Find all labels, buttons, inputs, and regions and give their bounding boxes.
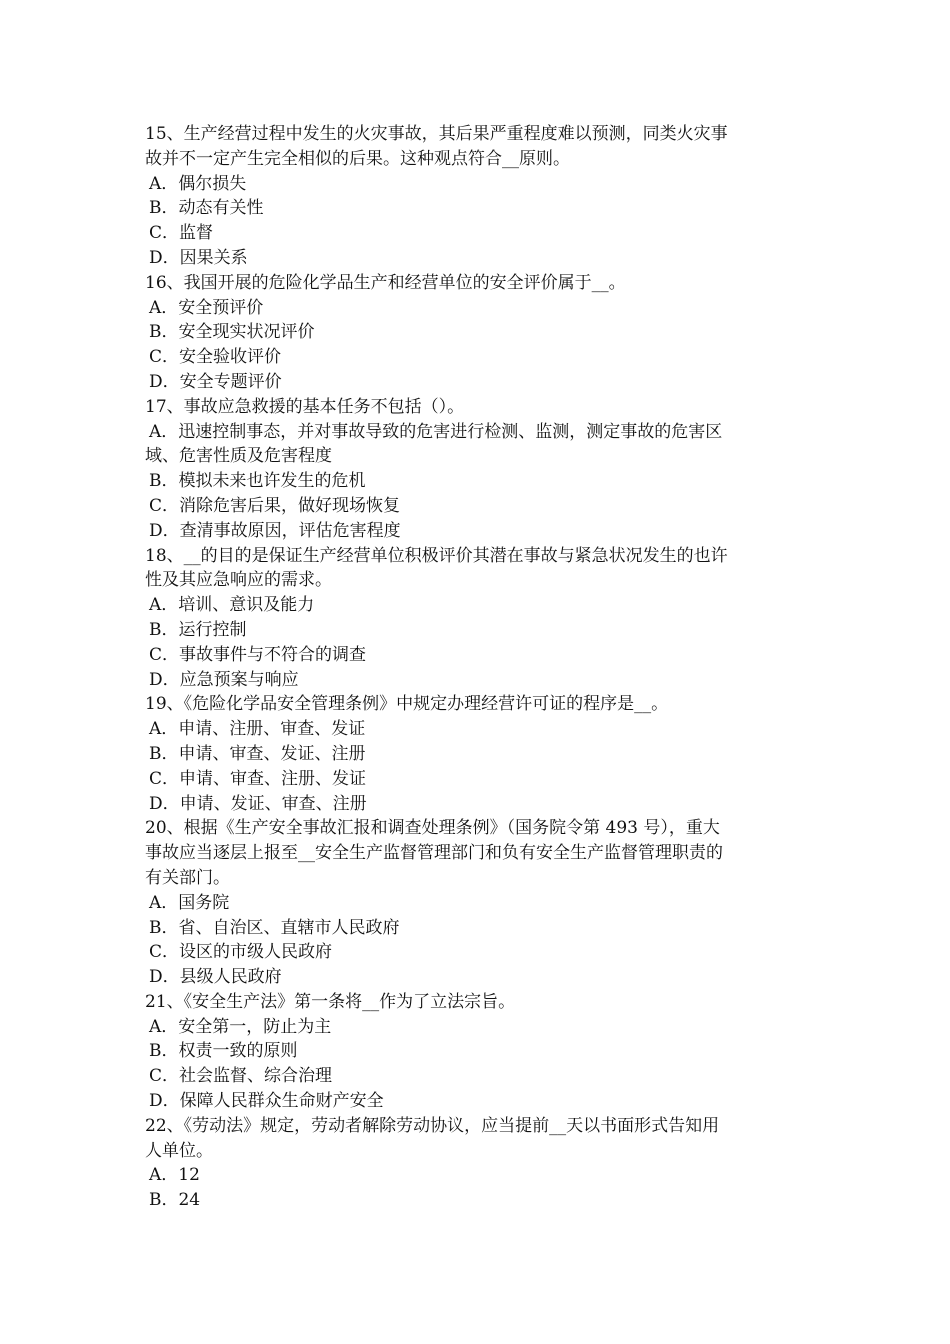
- option-a: A．申请、注册、审查、发证: [149, 719, 366, 740]
- option-c: C．设区的市级人民政府: [149, 942, 333, 963]
- question-stem-line: 21、《安全生产法》第一条将__作为了立法宗旨。: [145, 991, 516, 1012]
- question-21: [145, 990, 810, 1114]
- option-c: C．安全验收评价: [149, 347, 282, 368]
- option-a: A．国务院: [149, 892, 230, 913]
- option-a: A．12: [149, 1165, 200, 1186]
- option-b: B．省、自治区、直辖市人民政府: [149, 917, 400, 938]
- question-16: [145, 271, 810, 395]
- option-d: D．县级人民政府: [149, 967, 282, 988]
- option-c: C．事故事件与不符合的调查: [149, 644, 367, 665]
- option-d: D．申请、发证、审查、注册: [149, 793, 367, 814]
- option-c: C．申请、审查、注册、发证: [149, 768, 367, 789]
- option-c: C．监督: [149, 223, 214, 244]
- option-b: B．安全现实状况评价: [149, 322, 315, 343]
- option-b: B．申请、审查、发证、注册: [149, 743, 366, 764]
- question-17: [145, 395, 810, 544]
- question-15: [145, 122, 810, 271]
- question-stem-line: 事故应当逐层上报至__安全生产监督管理部门和负有安全生产监督管理职责的: [145, 843, 723, 864]
- option-a: A．偶尔损失: [149, 173, 247, 194]
- question-stem-line: 16、我国开展的危险化学品生产和经营单位的安全评价属于__。: [145, 272, 626, 293]
- option-d: D．查清事故原因，评估危害程度: [149, 520, 401, 541]
- option-c: C．社会监督、综合治理: [149, 1066, 333, 1087]
- question-stem-line: 18、__的目的是保证生产经营单位积极评价其潜在事故与紧急状况发生的也许: [145, 545, 728, 566]
- option-a: A．迅速控制事态，并对事故导致的危害进行检测、监测，测定事故的危害区: [149, 421, 723, 442]
- option-b: B．24: [149, 1190, 201, 1211]
- question-stem-line: 22、《劳动法》规定，劳动者解除劳动协议，应当提前__天以书面形式告知用: [145, 1115, 720, 1136]
- option-a: A．培训、意识及能力: [149, 595, 315, 616]
- option-d: D．应急预案与响应: [149, 669, 299, 690]
- option-d: D．保障人民群众生命财产安全: [149, 1091, 384, 1112]
- question-stem-line: 性及其应急响应的需求。: [145, 570, 332, 591]
- question-stem-line: 人单位。: [145, 1140, 213, 1161]
- question-stem-line: 19、《危险化学品安全管理条例》中规定办理经营许可证的程序是__。: [145, 694, 669, 715]
- question-stem-line: 15、生产经营过程中发生的火灾事故，其后果严重程度难以预测，同类火灾事: [145, 124, 728, 144]
- option-b: B．模拟未来也许发生的危机: [149, 471, 366, 492]
- question-stem-line: 17、事故应急救援的基本任务不包括（）。: [145, 396, 465, 417]
- question-22: [145, 1114, 810, 1213]
- option-a: A．安全第一，防止为主: [149, 1016, 332, 1037]
- option-a-continued: 域、危害性质及危害程度: [145, 446, 332, 467]
- option-a: A．安全预评价: [149, 297, 264, 318]
- option-d: D．因果关系: [149, 247, 248, 268]
- option-b: B．运行控制: [149, 619, 247, 640]
- question-20: [145, 816, 810, 990]
- option-b: B．权责一致的原则: [149, 1041, 298, 1062]
- document-page: [145, 122, 810, 1213]
- question-18: [145, 544, 810, 693]
- question-stem-line: 有关部门。: [145, 867, 230, 888]
- question-stem-line: 20、根据《生产安全事故汇报和调查处理条例》（国务院令第 493 号），重大: [145, 818, 720, 839]
- question-19: [145, 692, 810, 816]
- option-b: B．动态有关性: [149, 198, 264, 219]
- option-c: C．消除危害后果，做好现场恢复: [149, 495, 401, 516]
- option-d: D．安全专题评价: [149, 371, 282, 392]
- question-stem-line: 故并不一定产生完全相似的后果。这种观点符合__原则。: [145, 148, 570, 169]
